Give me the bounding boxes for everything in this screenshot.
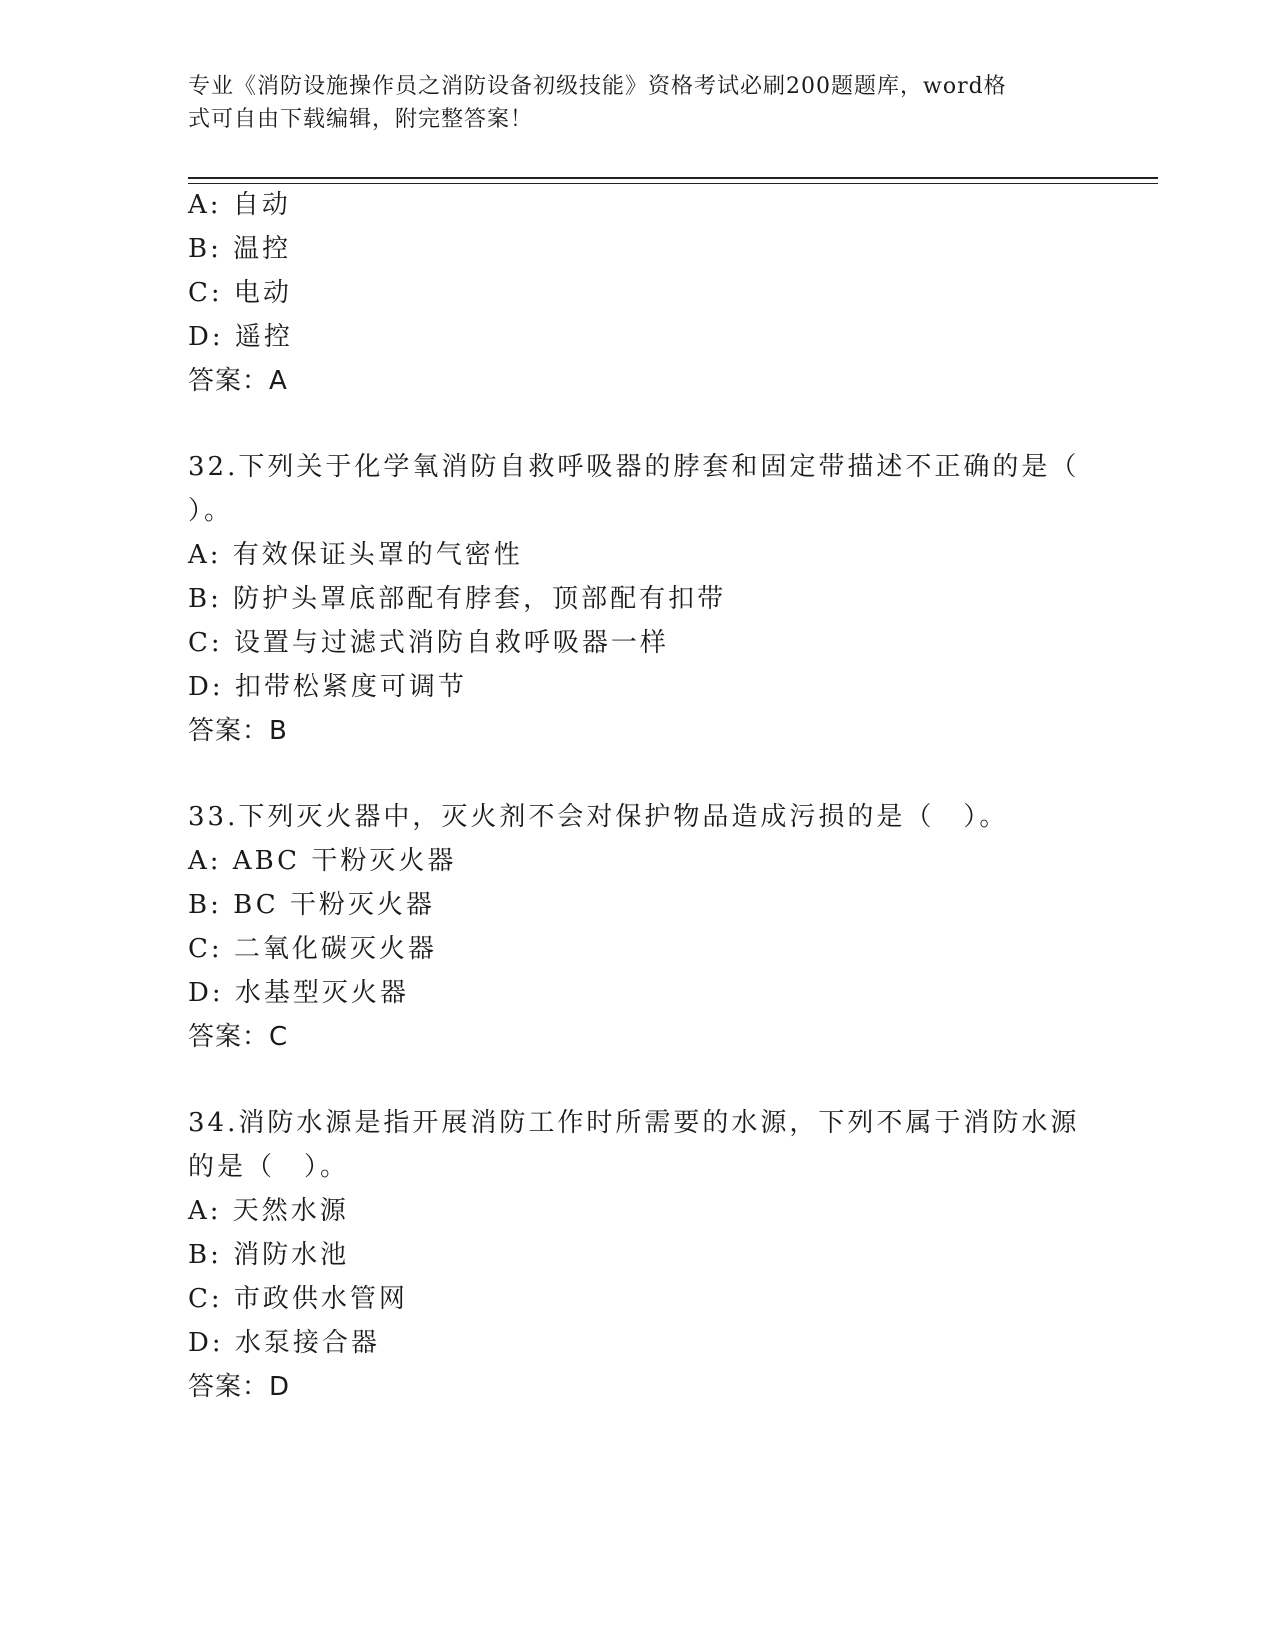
- q34-option-b: B: 消防水池: [188, 1240, 350, 1270]
- q31-option-b: B: 温控: [188, 234, 292, 264]
- q33-option-c: C: 二氧化碳灭火器: [188, 934, 437, 964]
- q32-option-d: D: 扣带松紧度可调节: [188, 672, 467, 702]
- header-rule-thin: [188, 183, 1158, 184]
- header-line-1: 专业《消防设施操作员之消防设备初级技能》资格考试必刷200题题库，word格: [188, 74, 1007, 99]
- q34-option-a: A: 天然水源: [188, 1196, 349, 1226]
- header-line-2: 式可自由下载编辑，附完整答案！: [188, 107, 534, 132]
- q32-stem-line-2: ）。: [188, 496, 234, 526]
- q34-option-d: D: 水泵接合器: [188, 1328, 380, 1358]
- header-rule-thick: [188, 177, 1158, 179]
- q32-option-b: B: 防护头罩底部配有脖套，顶部配有扣带: [188, 584, 727, 614]
- q31-option-d: D: 遥控: [188, 322, 293, 352]
- q33-option-d: D: 水基型灭火器: [188, 978, 409, 1008]
- q34-stem-line-1: 34.消防水源是指开展消防工作时所需要的水源，下列不属于消防水源: [188, 1108, 1080, 1138]
- document-header: [188, 70, 1088, 136]
- q32-option-a: A: 有效保证头罩的气密性: [188, 540, 523, 570]
- q32-answer: 答案：B: [188, 716, 288, 746]
- q33-stem-line-1: 33.下列灭火器中，灭火剂不会对保护物品造成污损的是（ ）。: [188, 802, 1009, 832]
- q34-answer: 答案：D: [188, 1372, 291, 1402]
- q34-stem-line-2: 的是（ ）。: [188, 1152, 350, 1182]
- q33-answer: 答案：C: [188, 1022, 289, 1052]
- q31-option-a: A: 自动: [188, 190, 291, 220]
- q34-option-c: C: 市政供水管网: [188, 1284, 408, 1314]
- q32-option-c: C: 设置与过滤式消防自救呼吸器一样: [188, 628, 669, 658]
- q33-option-a: A: ABC 干粉灭火器: [188, 846, 457, 876]
- q31-option-c: C: 电动: [188, 278, 292, 308]
- q32-stem-line-1: 32.下列关于化学氧消防自救呼吸器的脖套和固定带描述不正确的是（: [188, 452, 1080, 482]
- q33-option-b: B: BC 干粉灭火器: [188, 890, 435, 920]
- q31-answer: 答案：A: [188, 366, 288, 396]
